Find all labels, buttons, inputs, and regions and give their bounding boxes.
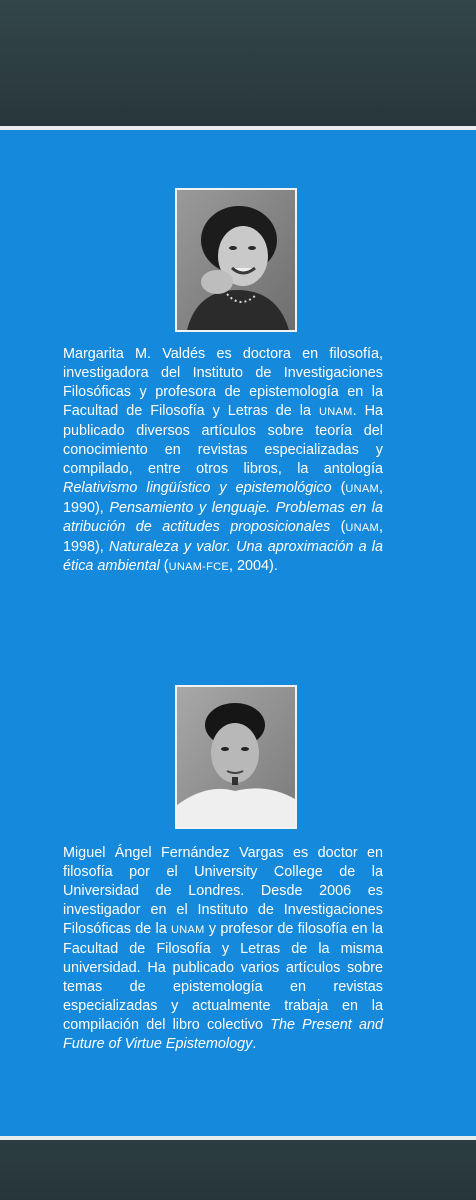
author-photo-valdes	[175, 188, 297, 332]
author-bio-fernandez: Miguel Ángel Fernández Vargas es doctor en filosofía por el University College de la Universidad de Londres. Desde 2006 es investigador en el Instituto de Investigaciones Filosóficas de la UNAM y profesor de filosofía en la Facultad de Filosofía y Letras de la misma universidad. Ha publicado varios artículos sobre temas de epistemología en revistas especializadas y actualmente trabaja en la compilación del libro colectivo The Present and Future of Virtue Epistemology.	[63, 845, 383, 1052]
author-bio-valdes: Margarita M. Valdés es doctora en filosofía, investigadora del Instituto de Investigaciones Filosóficas y profesora de epistemología en la Facultad de Filosofía y Letras de la UNAM. Ha publicado diversos artículos sobre teoría del conocimiento en revistas especializadas y compilado, entre otros libros, la antología Relativismo lingüístico y epistemológico (UNAM, 1990), Pensamiento y lenguaje. Problemas en la atribución de actitudes proposicionales (UNAM, 1998), Naturaleza y valor. Una aproximación a la ética ambiental (UNAM-FCE, 2004).	[63, 346, 383, 574]
woman-portrait-icon	[177, 190, 295, 330]
bottom-dark-band	[0, 1140, 476, 1200]
top-dark-band	[0, 0, 476, 130]
man-portrait-icon	[177, 687, 295, 827]
author-photo-fernandez	[175, 685, 297, 829]
